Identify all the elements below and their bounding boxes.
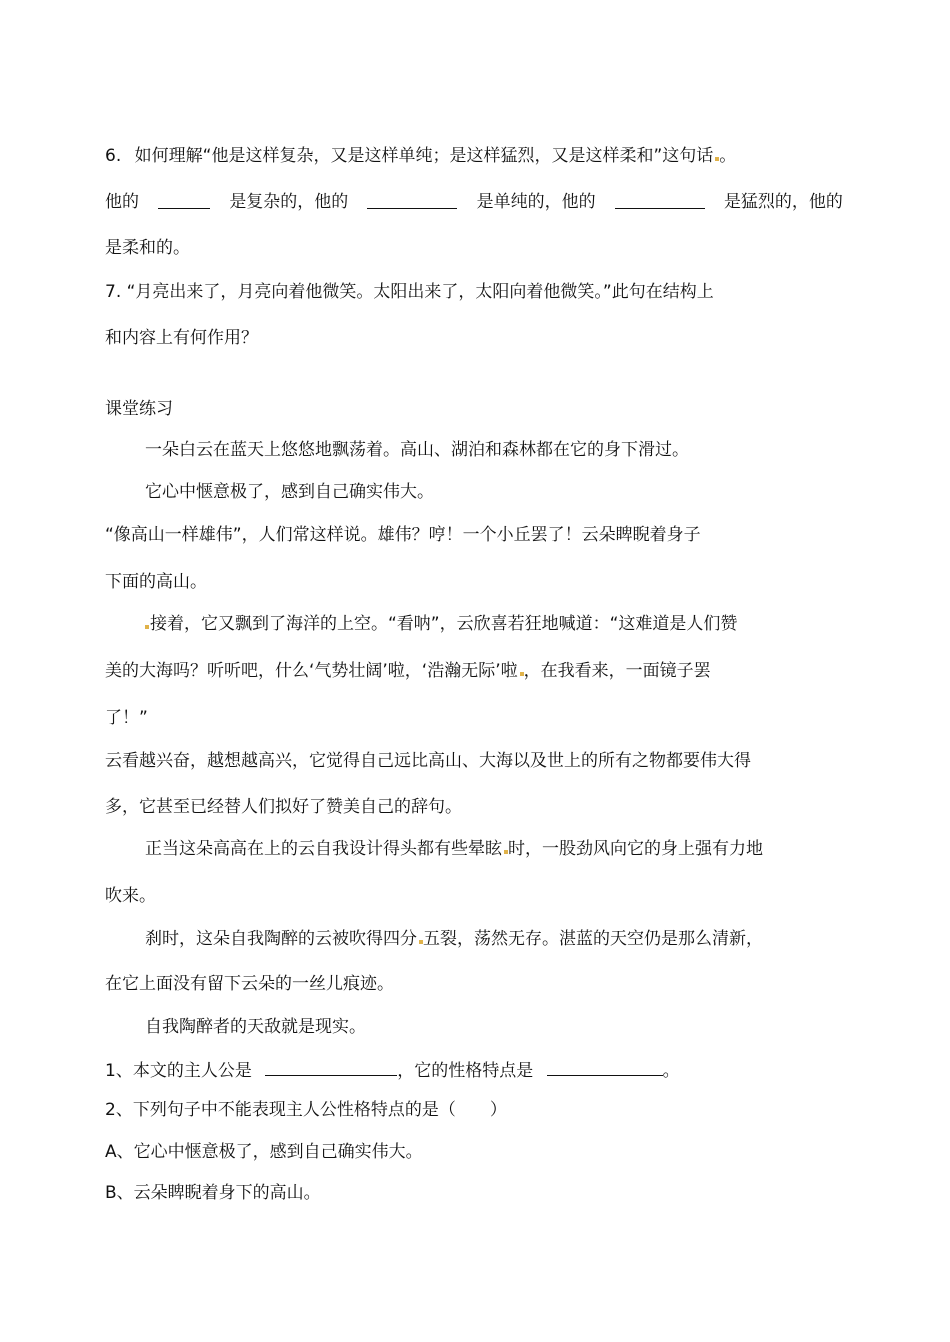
exercise-2: 2、下列句子中不能表现主人公性格特点的是（ ） bbox=[105, 1100, 507, 1120]
question-6: 6. 如何理解“他是这样复杂，又是这样单纯；是这样猛烈，又是这样柔和”这句话 。 bbox=[105, 146, 737, 166]
passage-paragraph-7-line-1: 刹时，这朵自我陶醉的云被吹得四分 五裂，荡然无存。湛蓝的天空仍是那么清新， bbox=[145, 929, 763, 949]
passage-paragraph-3-line-1: “像高山一样雄伟”，人们常这样说。雄伟？哼！一个小丘罢了！云朵睥睨着身子 bbox=[105, 525, 701, 545]
answer-blank[interactable] bbox=[158, 190, 210, 209]
question-6-fill-end: 是柔和的。 bbox=[105, 238, 190, 258]
answer-blank[interactable] bbox=[367, 190, 457, 209]
question-6-fill-line: 他的 是复杂的，他的 是单纯的，他的 是猛烈的，他的 bbox=[105, 192, 843, 212]
option-a: A、它心中惬意极了，感到自己确实伟大。 bbox=[105, 1142, 423, 1162]
answer-blank[interactable] bbox=[547, 1057, 663, 1076]
answer-blank[interactable] bbox=[615, 190, 705, 209]
section-title: 课堂练习 bbox=[105, 399, 173, 419]
passage-paragraph-4-line-3: 了！” bbox=[105, 708, 148, 728]
question-6-text: 6. bbox=[105, 146, 122, 166]
passage-paragraph-7-line-2: 在它上面没有留下云朵的一丝儿痕迹。 bbox=[105, 974, 394, 994]
answer-blank[interactable] bbox=[265, 1057, 397, 1076]
passage-paragraph-4-line-2: 美的大海吗？听听吧，什么‘气势壮阔’啦，‘浩瀚无际’啦 ，在我看来，一面镜子罢 bbox=[105, 661, 711, 681]
passage-paragraph-6-line-1: 正当这朵高高在上的云自我设计得头都有些晕眩 时，一股劲风向它的身上强有力地 bbox=[145, 839, 763, 859]
passage-paragraph-1: 一朵白云在蓝天上悠悠地飘荡着。高山、湖泊和森林都在它的身下滑过。 bbox=[145, 440, 689, 460]
passage-paragraph-5-line-2: 多，它甚至已经替人们拟好了赞美自己的辞句。 bbox=[105, 797, 462, 817]
passage-paragraph-4-line-1: 接着，它又飘到了海洋的上空。“看呐”，云欣喜若狂地喊道：“这难道是人们赞 bbox=[145, 612, 737, 636]
mark-dot bbox=[145, 625, 149, 629]
question-7-line-1: 7. “月亮出来了，月亮向着他微笑。太阳出来了，太阳向着他微笑。”此句在结构上 bbox=[105, 282, 714, 302]
passage-paragraph-3-line-2: 下面的高山。 bbox=[105, 572, 207, 592]
exercise-1: 1、本文的主人公是 ，它的性格特点是 。 bbox=[105, 1057, 680, 1083]
passage-paragraph-2: 它心中惬意极了，感到自己确实伟大。 bbox=[145, 482, 434, 502]
option-b: B、云朵睥睨着身下的高山。 bbox=[105, 1183, 321, 1203]
passage-paragraph-8: 自我陶醉者的天敌就是现实。 bbox=[145, 1017, 366, 1037]
passage-paragraph-5-line-1: 云看越兴奋，越想越高兴，它觉得自己远比高山、大海以及世上的所有之物都要伟大得 bbox=[105, 751, 751, 771]
passage-paragraph-6-line-2: 吹来。 bbox=[105, 886, 156, 906]
question-7-line-2: 和内容上有何作用？ bbox=[105, 328, 258, 348]
